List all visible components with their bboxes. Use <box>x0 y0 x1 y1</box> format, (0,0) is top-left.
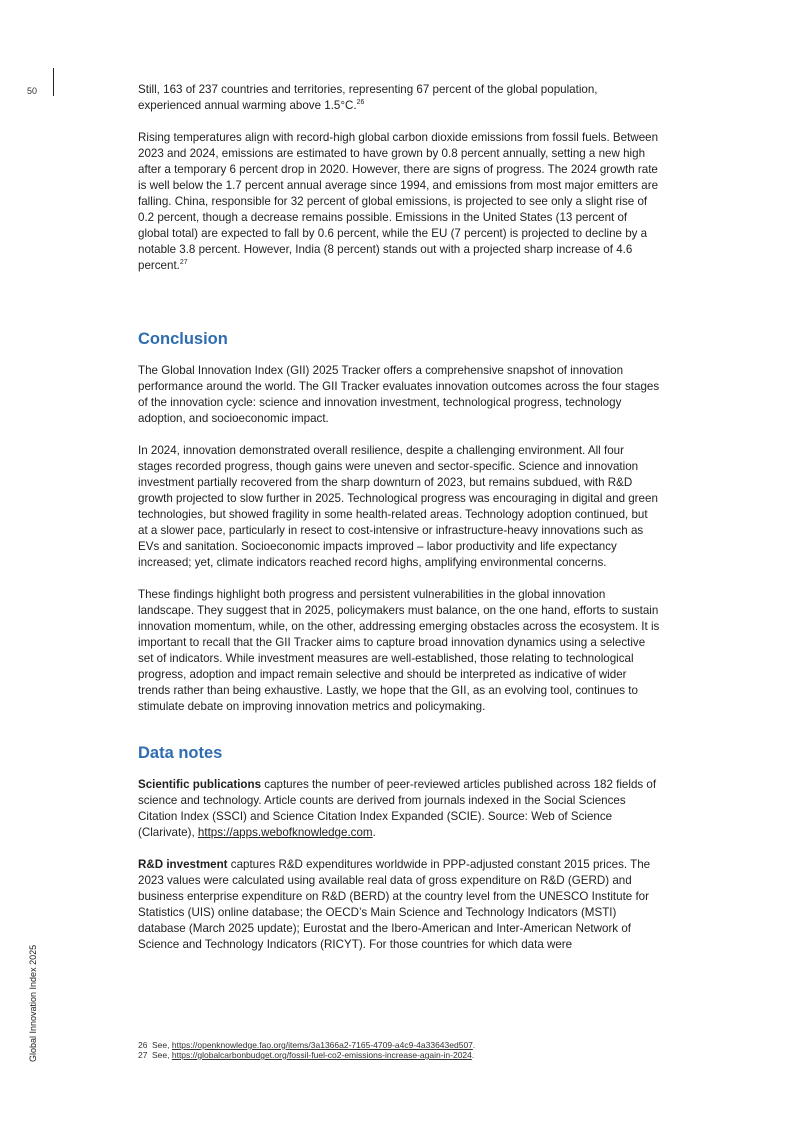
conclusion-paragraph-3: These findings highlight both progress and persistent vulnerabilities in the global innovation landscape. They suggest that in 2025, policymakers must balance, on the one hand, efforts to sustain innovation momentum, while, on the other, addressing emerging obstacles across the ecosystem. It is important to recall that the GII Tracker aims to capture broad innovation dynamics using a selective set of indicators. While investment measures are well-established, those relating to technological progress, adoption and impact remain selective and should be interpreted as indicative of wider trends rather than being exhaustive. Lastly, we hope that the GII, as an evolving tool, continues to stimulate debate on improving innovation metrics and policymaking. <box>138 588 660 713</box>
footnote-26 <box>138 1040 698 1050</box>
running-title: Global Innovation Index 2025 <box>28 944 38 1062</box>
footnote-number: 27 <box>138 1050 148 1060</box>
data-note-text-scientific: captures the number of peer-reviewed articles published across 182 fields of science and technology. Article counts are derived from journals indexed in the Social Sciences Citation Index (SSCI) and Science Citation Index Expanded (SCIE). Source: Web of Science (Clarivate), <box>138 778 657 839</box>
footnote-ref-26[interactable]: 26 <box>356 99 365 107</box>
conclusion-paragraph-1: The Global Innovation Index (GII) 2025 Tracker offers a comprehensive snapshot of innovation performance around the world. The GII Tracker evaluates innovation outcomes across the four stages of the innovation cycle: science and innovation investment, technological progress, technology adoption, and socioeconomic impact. <box>138 364 660 425</box>
data-note-end-scientific: . <box>372 826 376 839</box>
data-note-rd-investment <box>138 857 660 953</box>
footnote-ref-27[interactable]: 27 <box>179 259 188 267</box>
footnote-prefix: See, <box>152 1040 172 1050</box>
footnote-prefix: See, <box>152 1050 172 1060</box>
intro-paragraph-1 <box>138 82 660 114</box>
data-note-term-scientific: Scientific publications <box>138 778 262 791</box>
header-rule <box>53 68 54 96</box>
data-note-term-rd: R&D investment <box>138 858 228 871</box>
footnote-27 <box>138 1050 698 1060</box>
web-of-science-link[interactable]: https://apps.webofknowledge.com <box>197 826 373 839</box>
main-content <box>138 82 660 953</box>
footnote-end: . <box>471 1050 475 1060</box>
conclusion-paragraph-2: In 2024, innovation demonstrated overall resilience, despite a challenging environment. All four stages recorded progress, though gains were uneven and sector-specific. Science and innovation investment partially recovered from the sharp downturn of 2023, but remains subdued, with R&D growth projected to slow further in 2025. Technological progress was encouraging in digital and green technologies, but showed fragility in some health-related areas. Technology adoption continued, but at a slower pace, particularly in resect to cost-intensive or infrastructure-heavy innovations such as EVs and sanitation. Socioeconomic impacts improved – labor productivity and life expectancy increased; yet, climate indicators reached record highs, amplifying environmental concerns. <box>138 444 658 569</box>
intro-paragraph-2-text: Rising temperatures align with record-high global carbon dioxide emissions from fossil fuels. Between 2023 and 2024, emissions are estimated to have grown by 0.8 percent annually, setting a new high after a temporary 6 percent drop in 2020. However, there are signs of progress. The 2024 growth rate is well below the 1.7 percent annual average since 1994, and emissions from most major emitters are falling. China, responsible for 32 percent of global emissions, is projected to see only a slight rise of 0.2 percent, though a decrease remains possible. Emissions in the United States (13 percent of global total) are expected to fall by 0.6 percent, while the EU (7 percent) is projected to decline by a notable 3.8 percent. However, India (8 percent) stands out with a projected sharp increase of 4.6 percent. <box>138 131 659 272</box>
footnotes <box>138 1040 698 1060</box>
intro-paragraph-1-text: Still, 163 of 237 countries and territories, representing 67 percent of the global population, experienced annual warming above 1.5°C. <box>138 83 598 112</box>
data-note-scientific-publications <box>138 777 660 841</box>
data-notes-heading: Data notes <box>138 744 223 762</box>
footnote-27-link[interactable]: https://globalcarbonbudget.org/fossil-fuel-co2-emissions-increase-again-in-2024 <box>171 1050 472 1060</box>
intro-paragraph-2 <box>138 130 660 274</box>
footnote-number: 26 <box>138 1040 148 1050</box>
conclusion-heading: Conclusion <box>138 330 228 348</box>
page-number: 50 <box>27 86 38 96</box>
footnote-26-link[interactable]: https://openknowledge.fao.org/items/3a1366a2-7165-4709-a4c9-4a33643ed507 <box>171 1040 473 1050</box>
data-note-text-rd: captures R&D expenditures worldwide in PPP-adjusted constant 2015 prices. The 2023 values were calculated using available real data of gross expenditure on R&D (GERD) and business enterprise expenditure on R&D (BERD) at the country level from the UNESCO Institute for Statistics (UIS) online database; the OECD’s Main Science and Technology Indicators (MSTI) database (March 2025 update); Eurostat and the Ibero-American and Inter-American Network of Science and Technology Indicators (RICYT). For those countries for which data were <box>138 858 651 951</box>
footnote-end: . <box>472 1040 476 1050</box>
